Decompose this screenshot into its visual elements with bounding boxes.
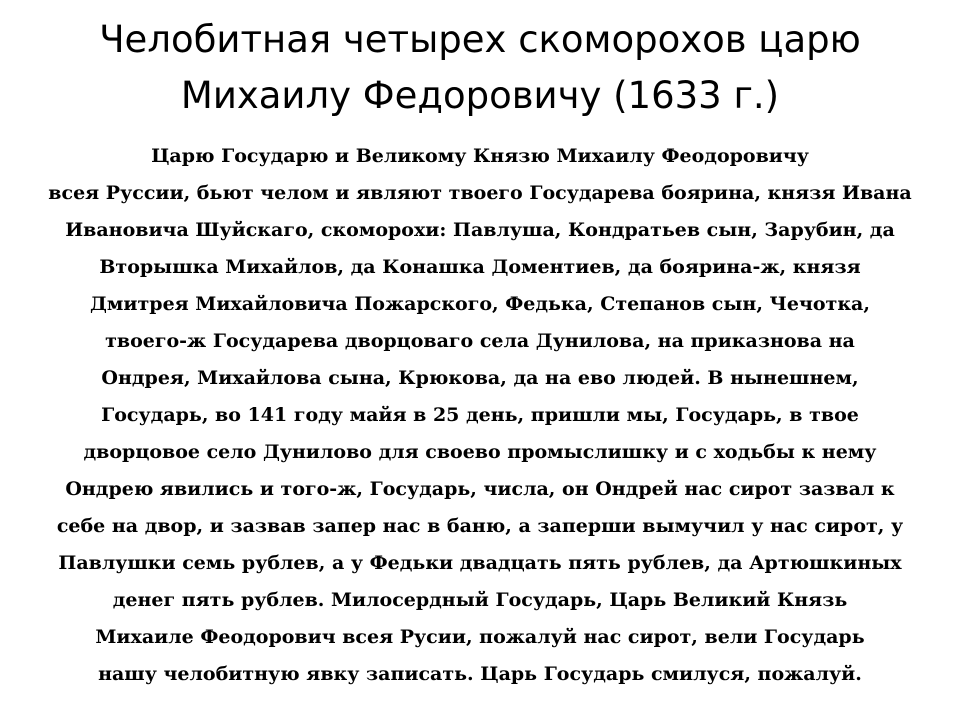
- petition-line: денег пять рублев. Милосердный Государь, Царь Великий Князь: [112, 589, 848, 611]
- petition-line: всея Руссии, бьют челом и являют твоего Государева боярина, князя Ивана: [48, 182, 912, 204]
- petition-line: дворцовое село Дунилово для своево промыслишку и с ходьбы к нему: [83, 441, 877, 463]
- petition-line: Ондрею явились и того-ж, Государь, числа, он Ондрей нас сирот зазвал к: [65, 478, 895, 500]
- petition-line: нашу челобитную явку записать. Царь Государь смилуся, пожалуй.: [98, 663, 862, 685]
- petition-line: Ондрея, Михайлова сына, Крюкова, да на ево людей. В нынешнем,: [101, 367, 859, 389]
- petition-line: себе на двор, и зазвав запер нас в баню, а заперши вымучил у нас сирот, у: [56, 515, 904, 537]
- petition-line: Вторышка Михайлов, да Конашка Доментиев, да боярина-ж, князя: [99, 256, 861, 278]
- petition-line: Ивановича Шуйскаго, скоморохи: Павлуша, Кондратьев сын, Зарубин, да: [65, 219, 895, 241]
- petition-line: твоего-ж Государева дворцоваго села Дунилова, на приказнова на: [105, 330, 855, 352]
- petition-line: Павлушки семь рублев, а у Федьки двадцать пять рублев, да Артюшкиных: [58, 552, 902, 574]
- petition-line: Царю Государю и Великому Князю Михаилу Феодоровичу: [151, 145, 809, 167]
- document-title: [0, 12, 960, 124]
- petition-line: Дмитрея Михайловича Пожарского, Федька, Степанов сын, Чечотка,: [90, 293, 870, 315]
- title-line-1: Челобитная четырех скоморохов царю: [99, 18, 861, 61]
- petition-line: Михаиле Феодорович всея Русии, пожалуй нас сирот, вели Государь: [95, 626, 865, 648]
- petition-line: Государь, во 141 году майя в 25 день, пришли мы, Государь, в твое: [101, 404, 859, 426]
- title-line-2: Михаилу Федоровичу (1633 г.): [180, 74, 780, 117]
